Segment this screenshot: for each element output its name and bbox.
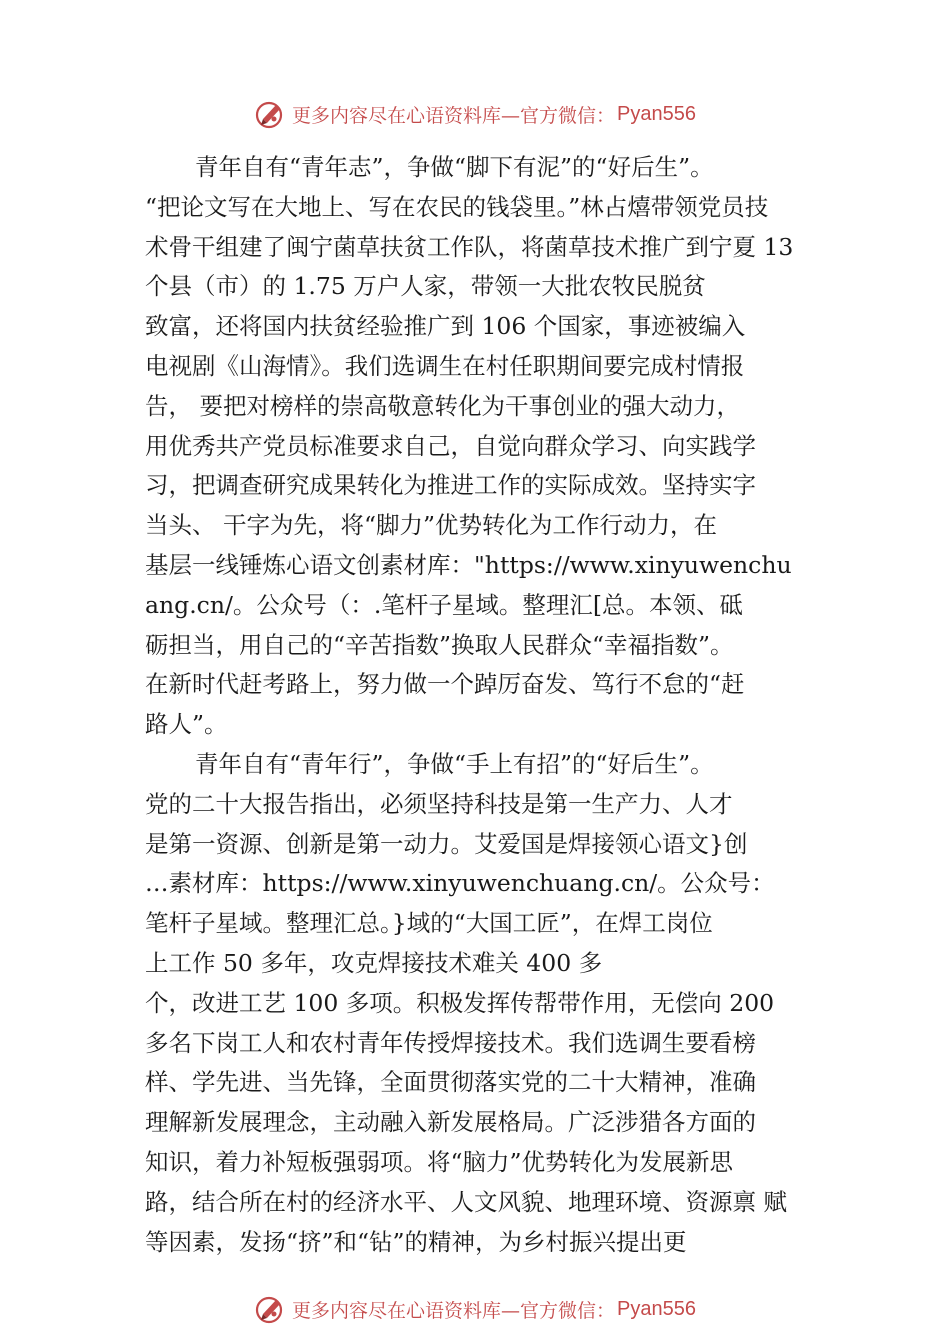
- text-line: 习，把调查研究成果转化为推进工作的实际成效。坚持实字: [145, 471, 756, 500]
- text-line: 上工作 50 多年，攻克焊接技术难关 400 多: [145, 948, 603, 977]
- text-line: 理解新发展理念，主动融入新发展格局。广泛涉猎各方面的: [145, 1108, 756, 1137]
- text-line: 告， 要把对榜样的崇高敬意转化为干事创业的强大动力，: [145, 391, 740, 420]
- text-line: 多名下岗工人和农村青年传授焊接技术。我们选调生要看榜: [145, 1028, 756, 1057]
- text-line: 基层一线锤炼心语文创素材库："https://www.xinyuwenchu: [145, 550, 792, 579]
- banner-text: 更多内容尽在心语资料库—官方微信：: [292, 1299, 616, 1322]
- banner-text: 更多内容尽在心语资料库—官方微信：: [292, 104, 616, 127]
- text-line: 青年自有“青年志”，争做“脚下有泥”的“好后生”。: [195, 153, 714, 181]
- text-line: 术骨干组建了闽宁菌草扶贫工作队，将菌草技术推广到宁夏 13: [145, 232, 794, 261]
- pen-logo-icon: [254, 97, 288, 131]
- text-line: 电视剧《山海情》。我们选调生在村任职期间要完成村情报: [145, 351, 745, 380]
- text-line: 笔杆子星域。整理汇总。}域的“大国工匠”，在焊工岗位: [145, 909, 713, 938]
- text-line: 用优秀共产党员标准要求自己，自觉向群众学习、向实践学: [145, 431, 756, 460]
- text-line: 青年自有“青年行”，争做“手上有招”的“好后生”。: [195, 749, 714, 778]
- footer-banner: [0, 1289, 950, 1329]
- text-line: 砺担当，用自己的“辛苦指数”换取人民群众“幸福指数”。: [145, 630, 734, 659]
- text-line: …素材库：https://www.xinyuwenchuang.cn/。公众号：: [145, 869, 775, 898]
- text-line: 样、学先进、当先锋，全面贯彻落实党的二十大精神，准确: [145, 1068, 756, 1097]
- text-line: 等因素，发扬“挤”和“钻”的精神，为乡村振兴提出更: [145, 1227, 687, 1256]
- header-banner: [0, 94, 950, 134]
- text-line: 路，结合所在村的经济水平、人文风貌、地理环境、资源禀 赋: [145, 1187, 787, 1216]
- text-line: 党的二十大报告指出，必须坚持科技是第一生产力、人才: [145, 789, 733, 818]
- pen-logo-icon: [254, 1292, 288, 1326]
- text-line: 在新时代赶考路上，努力做一个踔厉奋发、笃行不怠的“赶: [145, 670, 745, 699]
- text-line: 知识，着力补短板强弱项。将“脑力”优势转化为发展新思: [145, 1147, 734, 1176]
- text-line: 当头、 干字为先，将“脚力”优势转化为工作行动力，在: [145, 511, 717, 540]
- text-line: 致富，还将国内扶贫经验推广到 106 个国家，事迹被编入: [145, 312, 746, 341]
- text-line: “把论文写在大地上、写在农民的钱袋里。”林占熺带领党员技: [145, 192, 769, 221]
- banner-wechat-id: Pyan556: [617, 102, 696, 125]
- text-line: 个县（市）的 1.75 万户人家，带领一大批农牧民脱贫: [145, 272, 706, 301]
- banner-wechat-id: Pyan556: [617, 1297, 696, 1320]
- text-line: 路人”。: [145, 710, 228, 739]
- document-body: [145, 148, 825, 1262]
- text-line: 是第一资源、创新是第一动力。艾爱国是焊接领心语文}创: [145, 829, 748, 858]
- text-line: ang.cn/。公众号（：.笔杆子星域。整理汇[总。本领、砥: [145, 590, 744, 619]
- text-line: 个，改进工艺 100 多项。积极发挥传帮带作用，无偿向 200: [145, 988, 775, 1017]
